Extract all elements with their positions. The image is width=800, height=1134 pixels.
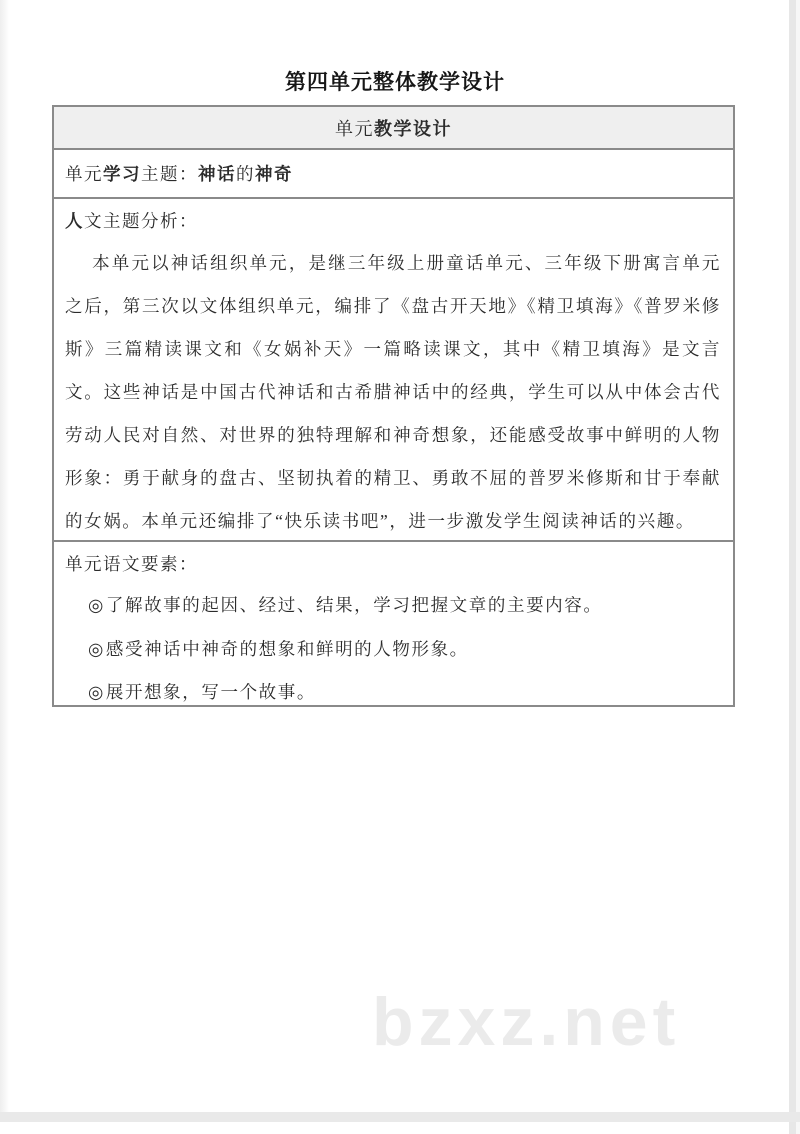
language-elements-label: 单元语文要素： (65, 554, 198, 574)
page-right-edge (789, 0, 796, 1134)
list-item (65, 584, 721, 628)
document-title: 第四单元整体教学设计 (285, 70, 505, 94)
list-item (65, 671, 721, 715)
list-item-text: 展开想象，写一个故事。 (105, 682, 316, 702)
page-edge-shadow (0, 0, 9, 1112)
humanities-analysis-row (54, 199, 733, 542)
table-header-row (54, 107, 733, 150)
bullseye-bullet-icon: ◎ (88, 682, 105, 702)
bullseye-bullet-icon: ◎ (88, 595, 105, 615)
list-item-text: 感受神话中神奇的想象和鲜明的人物形象。 (105, 638, 469, 659)
humanities-paragraph: 本单元以神话组织单元，是继三年级上册童话单元、三年级下册寓言单元之后，第三次以文体组织单元，编排了《盘古开天地》《精卫填海》《普罗米修斯》三篇精读课文和《女娲补天》一篇略读课文，其中《精卫填海》是文言文。这些神话是中国古代神话和古希腊神话中的经典，学生可以从中体会古代劳动人民对自然、对世界的独特理解和神奇想象，还能感受故事中鲜明的人物形象：勇于献身的盘古、坚韧执着的精卫、勇敢不屈的普罗米修斯和甘于奉献的女娲。本单元还编排了“快乐读书吧”，进一步激发学生阅读神话的兴趣。 (65, 253, 721, 531)
viewer-background (796, 0, 800, 1134)
language-elements-row (54, 542, 733, 705)
table-header-text: 单元教学设计 (335, 118, 452, 139)
unit-theme-row (54, 150, 733, 199)
unit-theme-text: 单元学习主题：神话的神奇 (65, 164, 293, 184)
humanities-label: 人文主题分析： (65, 211, 198, 231)
page-separator (0, 1112, 800, 1122)
teaching-design-table (52, 105, 735, 707)
watermark: bzxz.net (372, 984, 681, 1060)
language-elements-list (65, 584, 721, 715)
list-item-text: 了解故事的起因、经过、结果，学习把握文章的主要内容。 (105, 595, 603, 615)
list-item (65, 628, 721, 672)
bullseye-bullet-icon: ◎ (88, 638, 105, 659)
